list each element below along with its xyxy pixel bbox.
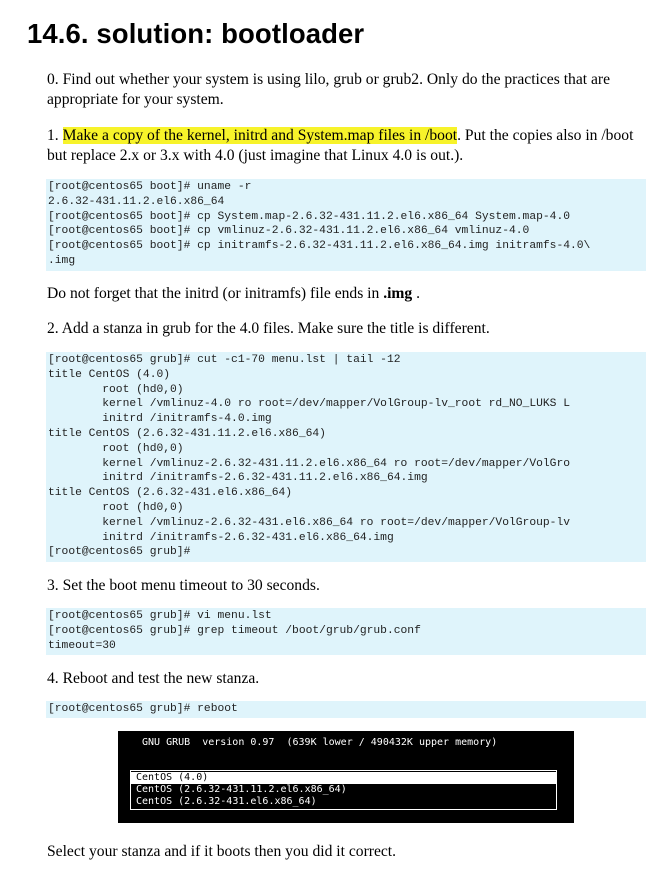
code-line: root (hd0,0) [48,501,184,514]
code-line: [root@centos65 boot]# cp initramfs-2.6.32-431.11.2.el6.x86_64.img initramfs-4.0\ [48,240,591,253]
grub-header: GNU GRUB version 0.97 (639K lower / 490432K upper memory) [142,737,498,748]
code-line: [root@centos65 grub]# grep timeout /boot/grub/grub.conf [48,624,421,637]
step-2-paragraph: 2. Add a stanza in grub for the 4.0 files. Make sure the title is different. [47,320,490,337]
code-line: root (hd0,0) [48,442,184,455]
step-4-paragraph: 4. Reboot and test the new stanza. [47,670,260,687]
code-line: [root@centos65 boot]# cp System.map-2.6.32-431.11.2.el6.x86_64 System.map-4.0 [48,210,571,223]
code-line: kernel /vmlinuz-2.6.32-431.el6.x86_64 ro root=/dev/mapper/VolGroup-lv [48,516,571,529]
initrd-note-text: Do not forget that the initrd (or initramfs) file ends in [47,285,384,302]
code-block-grub-stanza [46,352,646,562]
code-line: root (hd0,0) [48,383,184,396]
code-line: .img [48,254,76,267]
grub-menu [130,770,557,810]
step-1-rest: . Put the copies also in /boot but replace 2.x or 3.x with 4.0 (just imagine that Linux 4.0 is out.). [47,127,634,164]
code-line: initrd /initramfs-2.6.32-431.11.2.el6.x86_64.img [48,472,428,485]
code-line: [root@centos65 grub]# [48,546,191,559]
initrd-note [47,284,653,304]
code-line: [root@centos65 boot]# cp vmlinuz-2.6.32-431.11.2.el6.x86_64 vmlinuz-4.0 [48,225,530,238]
step-3-paragraph: 3. Set the boot menu timeout to 30 seconds. [47,577,320,594]
closing-paragraph: Select your stanza and if it boots then you did it correct. [47,843,397,860]
code-line: title CentOS (4.0) [48,368,171,381]
step-1-prefix: 1. [47,127,63,144]
code-line: [root@centos65 grub]# reboot [48,703,238,715]
step-0-paragraph: 0. Find out whether your system is using lilo, grub or grub2. Only do the practices that are appropriate for your system. [47,71,611,108]
img-extension: .img [383,285,413,302]
grub-entry-2-6-32-431[interactable]: CentOS (2.6.32-431.el6.x86_64) [136,796,317,807]
grub-entry-2-6-32-431-11-2[interactable]: CentOS (2.6.32-431.11.2.el6.x86_64) [136,784,347,795]
code-line: initrd /initramfs-2.6.32-431.el6.x86_64.img [48,531,394,544]
code-block-copy-files [46,179,646,271]
code-line: [root@centos65 boot]# uname -r [48,181,252,193]
code-line: [root@centos65 grub]# vi menu.lst [48,610,272,622]
code-line: [root@centos65 grub]# cut -c1-70 menu.lst | tail -12 [48,354,401,366]
initrd-note-end: . [412,285,421,302]
code-line: kernel /vmlinuz-4.0 ro root=/dev/mapper/VolGroup-lv_root rd_NO_LUKS L [48,398,571,411]
code-line: title CentOS (2.6.32-431.11.2.el6.x86_64) [48,427,326,440]
step-1-highlight: Make a copy of the kernel, initrd and System.map files in /boot [62,127,458,144]
code-line: timeout=30 [48,639,116,652]
grub-entry-4-0[interactable]: CentOS (4.0) [131,772,556,784]
step-1-paragraph [47,126,653,166]
code-block-reboot [46,701,646,718]
code-block-timeout [46,608,646,655]
page-title: 14.6. solution: bootloader [27,18,365,49]
code-line: initrd /initramfs-4.0.img [48,413,272,426]
grub-boot-screen [118,731,574,823]
code-line: title CentOS (2.6.32-431.el6.x86_64) [48,487,293,500]
code-line: kernel /vmlinuz-2.6.32-431.11.2.el6.x86_64 ro root=/dev/mapper/VolGro [48,457,571,470]
code-line: 2.6.32-431.11.2.el6.x86_64 [48,195,225,208]
